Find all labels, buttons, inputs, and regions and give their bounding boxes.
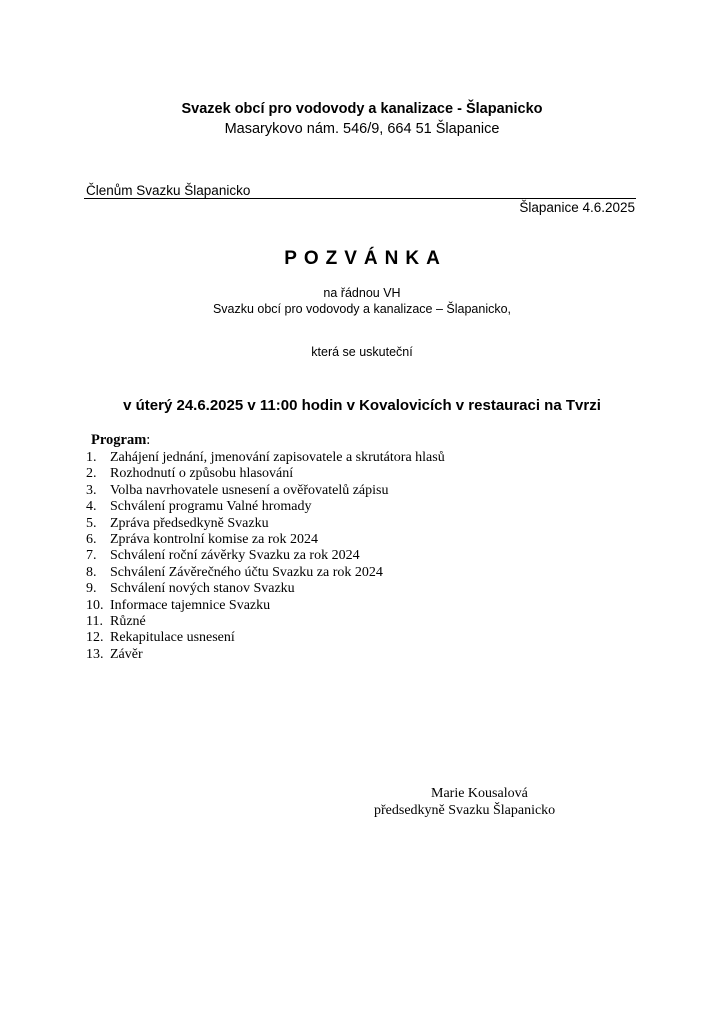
list-item bbox=[86, 581, 445, 597]
list-item bbox=[86, 483, 445, 499]
program-list bbox=[86, 450, 445, 663]
list-item bbox=[86, 647, 445, 663]
divider-line bbox=[84, 198, 636, 199]
item-text: Zpráva předsedkyně Svazku bbox=[110, 515, 269, 531]
item-number: 3. bbox=[86, 482, 97, 498]
program-heading-label: Program bbox=[91, 432, 147, 448]
event-details: v úterý 24.6.2025 v 11:00 hodin v Kovalovicích v restauraci na Tvrzi bbox=[123, 397, 601, 414]
list-item bbox=[86, 450, 445, 466]
item-text: Schválení Závěrečného účtu Svazku za rok 2024 bbox=[110, 564, 383, 580]
program-heading-colon: : bbox=[146, 432, 151, 448]
subtitle-line-1: na řádnou VH bbox=[323, 286, 401, 300]
item-number: 4. bbox=[86, 499, 97, 515]
item-number: 2. bbox=[86, 466, 97, 482]
list-item bbox=[86, 532, 445, 548]
list-item bbox=[86, 614, 445, 630]
program-heading bbox=[91, 432, 150, 449]
item-text: Schválení programu Valné hromady bbox=[110, 499, 312, 515]
item-number: 6. bbox=[86, 531, 97, 547]
organization-address: Masarykovo nám. 546/9, 664 51 Šlapanice bbox=[224, 121, 500, 137]
list-item bbox=[86, 499, 445, 515]
item-text: Různé bbox=[110, 613, 146, 629]
list-item bbox=[86, 548, 445, 564]
list-item bbox=[86, 466, 445, 482]
item-text: Zpráva kontrolní komise za rok 2024 bbox=[110, 531, 319, 547]
item-number: 13. bbox=[86, 646, 104, 662]
list-item bbox=[86, 516, 445, 532]
item-number: 9. bbox=[86, 581, 97, 597]
item-number: 11. bbox=[86, 613, 103, 629]
signature-role: předsedkyně Svazku Šlapanicko bbox=[374, 803, 556, 818]
item-number: 5. bbox=[86, 515, 97, 531]
signature-name: Marie Kousalová bbox=[431, 786, 528, 801]
item-text: Rozhodnutí o způsobu hlasování bbox=[110, 466, 294, 482]
item-number: 10. bbox=[86, 597, 104, 613]
date-place: Šlapanice 4.6.2025 bbox=[519, 200, 635, 215]
item-number: 7. bbox=[86, 548, 97, 564]
item-text: Rekapitulace usnesení bbox=[110, 630, 235, 646]
document-title: POZVÁNKA bbox=[284, 248, 447, 269]
item-text: Schválení nových stanov Svazku bbox=[110, 581, 295, 597]
item-number: 1. bbox=[86, 450, 97, 465]
item-text: Zahájení jednání, jmenování zapisovatele a skrutátora hlasů bbox=[110, 450, 445, 465]
item-text: Schválení roční závěrky Svazku za rok 2024 bbox=[110, 548, 360, 564]
item-text: Informace tajemnice Svazku bbox=[110, 597, 271, 613]
list-item bbox=[86, 598, 445, 614]
list-item bbox=[86, 630, 445, 646]
item-number: 12. bbox=[86, 630, 104, 646]
list-item bbox=[86, 565, 445, 581]
organization-name: Svazek obcí pro vodovody a kanalizace - Šlapanicko bbox=[181, 101, 543, 117]
subtitle-line-2: Svazku obcí pro vodovody a kanalizace – Šlapanicko, bbox=[212, 302, 512, 316]
item-number: 8. bbox=[86, 564, 97, 580]
recipient: Členům Svazku Šlapanicko bbox=[86, 183, 251, 198]
item-text: Volba navrhovatele usnesení a ověřovatelů zápisu bbox=[110, 482, 389, 498]
item-text: Závěr bbox=[110, 646, 143, 662]
subtitle-line-3: která se uskuteční bbox=[311, 345, 413, 359]
